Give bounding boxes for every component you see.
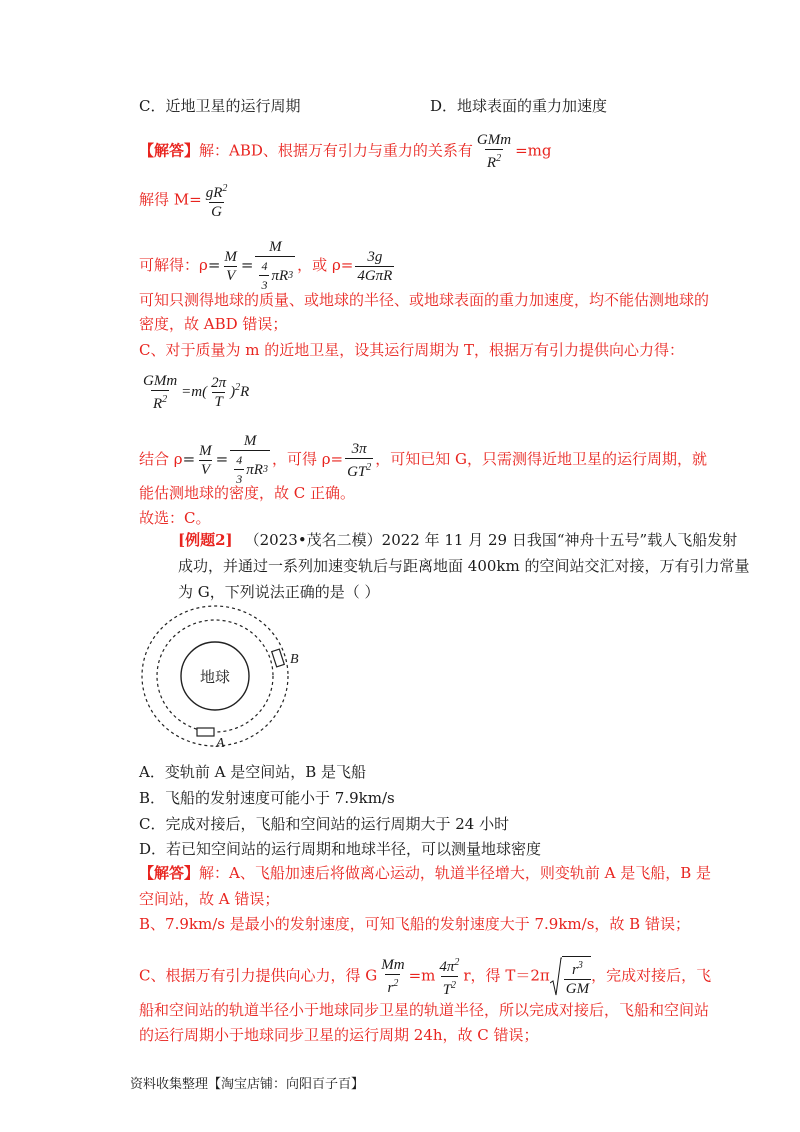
spacecraft-a: [197, 728, 214, 736]
answer2-line4: [139, 954, 711, 999]
frac-den: [441, 976, 458, 999]
answer1-line4: 可知只测得地球的质量、或地球的半径、或地球表面的重力加速度，均不能估测地球的: [139, 291, 710, 309]
answer2-text: 解：A、飞船加速后将做离心运动，轨道半径增大，则变轨前 A 是飞船，B 是: [199, 864, 712, 882]
frac-num: M: [199, 442, 212, 459]
answer2-l4-c: r，得 T＝2π: [463, 966, 550, 985]
fraction: [204, 180, 230, 221]
coef-num: 4: [236, 453, 243, 467]
fraction: [437, 954, 461, 999]
option2-a: A．变轨前 A 是空间站，B 是飞船: [139, 763, 366, 781]
fraction: [562, 956, 591, 998]
fraction: [379, 956, 406, 997]
fraction: [222, 248, 239, 285]
exponent: 2: [162, 394, 168, 405]
answer1-l3-text: 可解得：ρ: [139, 256, 208, 274]
frac-den: [485, 149, 503, 172]
answer1-or: ，或 ρ=: [297, 256, 354, 274]
answer1-line3: [139, 238, 396, 294]
frac-num: M: [243, 433, 257, 449]
footer-text: 资料收集整理【淘宝店铺：向阳百子百】: [130, 1077, 365, 1092]
frac-num: M: [224, 248, 237, 265]
frac-den-text: GT: [347, 463, 367, 480]
frac-num-text: r: [571, 961, 578, 978]
frac-den-text: R: [486, 155, 497, 171]
frac-num: 3π: [351, 440, 367, 457]
answer1-text: 解：ABD、根据万有引力与重力的关系有: [199, 141, 473, 160]
answer1-tail: =mg: [515, 141, 552, 160]
frac-den-text: T: [442, 982, 452, 998]
frac-num: GMm: [143, 373, 178, 389]
equals: =: [207, 256, 221, 274]
fraction: [355, 248, 394, 285]
answer1-line7: [139, 372, 249, 413]
answer2-line5: 船和空间站的轨道半径小于地球同步卫星的轨道半径，所以完成对接后，飞船和空间站: [139, 1001, 710, 1019]
answer2-l4-b: =m: [408, 966, 436, 985]
earth-label: 地球: [199, 668, 231, 686]
frac-den-text: R: [153, 396, 163, 412]
example2-line1: [178, 530, 737, 550]
sqrt-sign: [550, 957, 562, 997]
frac-den: 4GπR: [357, 267, 393, 284]
example2-line3: 为 G，下列说法正确的是（ ）: [178, 583, 380, 601]
coef-den: 3: [234, 469, 244, 488]
exponent: 2: [393, 978, 399, 989]
fraction: [475, 131, 513, 172]
frac-num: 3g: [367, 248, 383, 265]
frac-num: GMm: [476, 132, 512, 148]
frac-rest: πR: [271, 267, 289, 284]
label-b: B: [290, 652, 299, 667]
answer2-line3: B、7.9km/s 是最小的发射速度，可知飞船的发射速度大于 7.9km/s，故 B 错误；: [139, 915, 690, 933]
answer2-line1: [139, 863, 711, 883]
option2-d: D．若已知空间站的运行周期和地球半径，可以测量地球密度: [139, 840, 542, 858]
option2-b: B．飞船的发射速度可能小于 7.9km/s: [139, 789, 395, 807]
exponent: 3: [262, 463, 268, 475]
coef-fraction: [259, 257, 269, 294]
frac-den: T: [214, 394, 223, 410]
label-a: A: [216, 736, 225, 751]
frac-rest: πR: [246, 461, 263, 478]
frac-num-text: gR: [205, 185, 223, 201]
exponent: 2: [235, 381, 241, 393]
fraction: [197, 442, 214, 479]
answer1-line6: C、对于质量为 m 的近地卫星，设其运行周期为 T，根据万有引力提供向心力得：: [139, 341, 685, 359]
mixed-expr: [257, 257, 293, 294]
frac-num-text: 4π: [439, 959, 455, 975]
answer1-line5: 密度，故 ABD 错误；: [139, 315, 288, 333]
orbit-diagram: [140, 604, 310, 754]
frac-den: G: [211, 204, 222, 220]
frac-den: GM: [565, 980, 590, 997]
fraction: [230, 432, 270, 488]
answer1-line10: 故选：C。: [139, 509, 211, 527]
option-c: C．近地卫星的运行周期: [139, 97, 301, 115]
equals: =: [215, 450, 229, 468]
frac-den: V: [226, 267, 236, 284]
frac-num: M: [269, 239, 282, 255]
exponent: 3: [288, 269, 294, 281]
exponent: 2: [496, 153, 502, 164]
frac-den: [345, 458, 373, 481]
exponent: 2: [366, 461, 372, 473]
frac-den: [151, 390, 169, 413]
example-tag: [例题2]: [178, 531, 233, 549]
answer1-l7-r: R: [240, 383, 250, 400]
answer1-line8: [139, 432, 707, 488]
answer1-l8-pre: 结合 ρ: [139, 450, 183, 468]
answer1-l7-mid: =m(: [181, 383, 208, 400]
frac-num: 2π: [211, 375, 227, 391]
answer1-l7-tail: ): [230, 383, 236, 400]
fraction: [345, 440, 373, 481]
option-d: D．地球表面的重力加速度: [430, 97, 608, 115]
exponent: 2: [222, 183, 228, 194]
exponent: 2: [454, 957, 460, 968]
answer2-l4-d: ，完成对接后，飞: [591, 966, 712, 985]
frac-den: [255, 256, 295, 294]
frac-num: [437, 954, 461, 976]
frac-den-text: r: [387, 980, 394, 996]
frac-den: [385, 974, 400, 997]
fraction: [141, 372, 179, 413]
answer-tag: 【解答】: [139, 141, 200, 160]
example2-src: （2023•茂名二模）2022 年 11 月 29 日我国“神舟十五号”载人飞船发射: [244, 531, 738, 549]
equals: =: [240, 256, 254, 274]
answer2-line2: 空间站，故 A 错误；: [139, 890, 280, 908]
answer1-line2: [139, 180, 231, 221]
answer1-l8-tail: ，可知已知 G，只需测得近地卫星的运行周期，就: [375, 450, 708, 468]
fraction: [255, 238, 295, 294]
frac-num: Mm: [381, 957, 405, 973]
exponent: 3: [577, 959, 583, 971]
answer1-line9: 能估测地球的密度，故 C 正确。: [139, 484, 356, 502]
equals: =: [182, 450, 196, 468]
coef-den: 3: [259, 275, 269, 294]
answer2-line6: 的运行周期小于地球同步卫星的运行周期 24h，故 C 错误；: [139, 1026, 539, 1044]
coef-num: 4: [261, 259, 268, 273]
frac-num: [204, 180, 230, 202]
fraction: [209, 374, 228, 411]
frac-den: V: [200, 461, 210, 478]
answer2-l4-a: C、根据万有引力提供向心力，得 G: [139, 966, 378, 985]
answer1-l2-text: 解得 M=: [139, 190, 202, 209]
answer1-l8-mid: ，可得 ρ=: [271, 450, 344, 468]
spacecraft-b: [272, 649, 285, 667]
example2-line2: 成功，并通过一系列加速变轨后与距离地面 400km 的空间站交汇对接，万有引力常量: [178, 557, 750, 575]
sqrt-expr: [550, 956, 591, 998]
answer1-line1: [139, 131, 551, 172]
answer-tag: 【解答】: [139, 864, 200, 882]
frac-num: [570, 957, 585, 979]
exponent: 2: [451, 980, 457, 991]
option2-c: C．完成对接后，飞船和空间站的运行周期大于 24 小时: [139, 815, 510, 833]
